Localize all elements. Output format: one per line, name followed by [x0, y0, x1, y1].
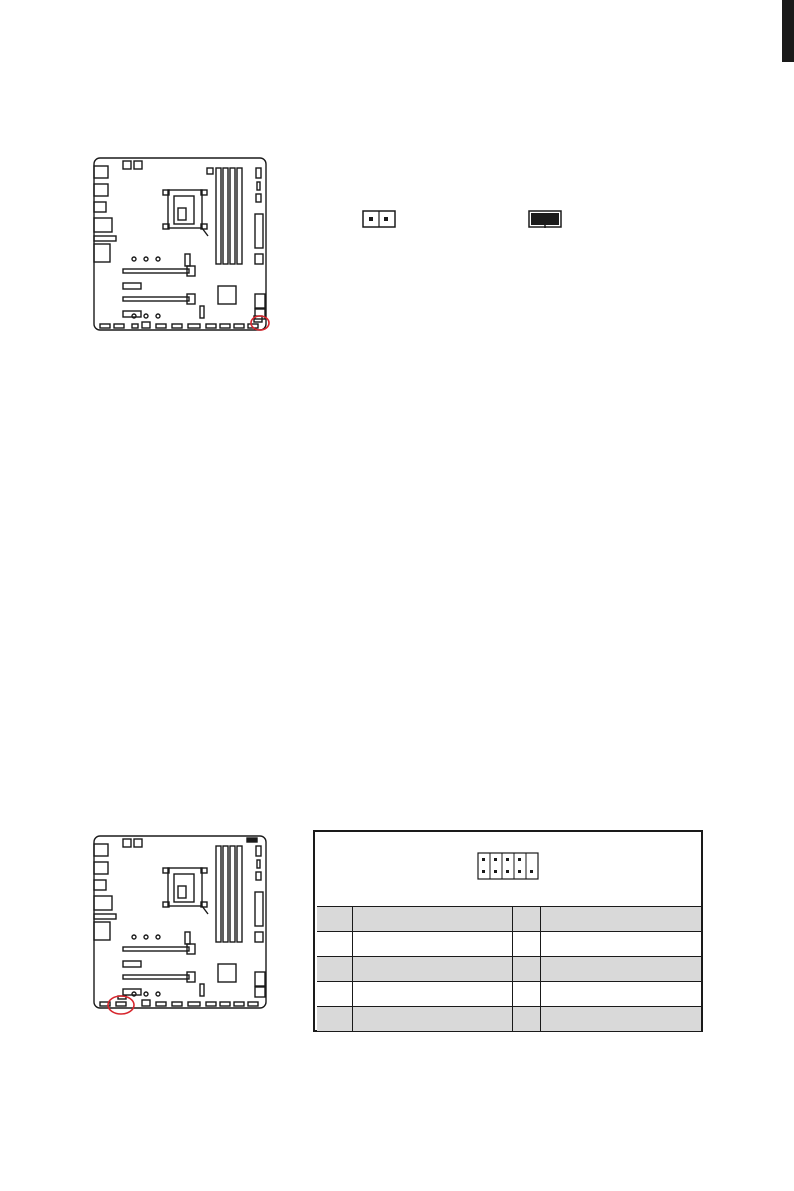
signal-name-cell [352, 957, 512, 982]
signal-name-cell [540, 1007, 701, 1032]
pin-definition-table [313, 830, 703, 1032]
signal-name-cell [540, 932, 701, 957]
pin-number-cell [512, 982, 540, 1007]
pin-number-cell [317, 1007, 352, 1032]
table-row [317, 982, 701, 1007]
jumper-open [362, 210, 396, 233]
motherboard-layout-icon [90, 156, 274, 338]
signal-name-cell [352, 932, 512, 957]
signal-name-cell [352, 1007, 512, 1032]
signal-name-cell [352, 907, 512, 932]
header-pinout [477, 852, 539, 885]
10pin-header-icon [477, 852, 539, 880]
pin-number-cell [317, 957, 352, 982]
pin-number-cell [317, 982, 352, 1007]
page-edge-marker [782, 0, 794, 62]
signal-name-cell [540, 957, 701, 982]
pin-number-cell [317, 932, 352, 957]
table-row [317, 932, 701, 957]
table-row [317, 907, 701, 932]
pin-number-cell [512, 907, 540, 932]
signal-name-cell [540, 982, 701, 1007]
jumper-2pin-open-icon [362, 210, 396, 228]
pin-number-cell [317, 907, 352, 932]
table-row [317, 957, 701, 982]
signal-name-cell [352, 982, 512, 1007]
motherboard-diagram-bottom [90, 834, 274, 1016]
jumper-2pin-closed-icon [528, 210, 562, 228]
motherboard-diagram-top [90, 156, 274, 338]
pin-table-grid [317, 906, 701, 1031]
pin-number-cell [512, 957, 540, 982]
table-row [317, 1007, 701, 1032]
pin-number-cell [512, 1007, 540, 1032]
jumper-closed [528, 210, 562, 233]
signal-name-cell [540, 907, 701, 932]
pin-number-cell [512, 932, 540, 957]
motherboard-layout-icon [90, 834, 274, 1016]
